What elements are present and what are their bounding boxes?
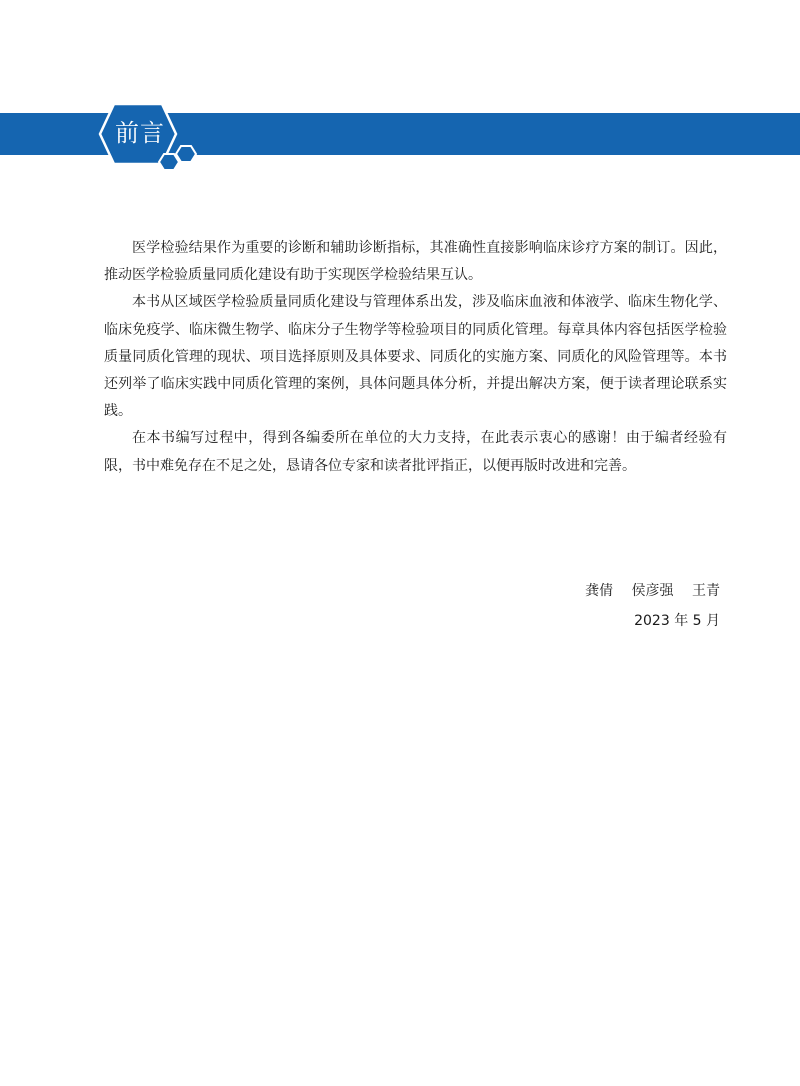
author-name: 龚倩 [585,583,614,599]
page-title: 前言 [115,119,165,147]
preface-body [104,235,727,480]
signature-block [571,576,720,636]
author-list [571,576,720,606]
author-name: 侯彦强 [631,583,674,599]
signature-date: 2023 年 5 月 [634,613,720,629]
paragraph: 本书从区域医学检验质量同质化建设与管理体系出发，涉及临床血液和体液学、临床生物化学、临床免疫学、临床微生物学、临床分子生物学等检验项目的同质化管理。每章具体内容包括医学检验质量同质化管理的现状、项目选择原则及具体要求、同质化的实施方案、同质化的风险管理等。本书还列举了临床实践中同质化管理的案例，具体问题具体分析，并提出解决方案，便于读者理论联系实践。 [104,294,727,420]
paragraph: 医学检验结果作为重要的诊断和辅助诊断指标，其准确性直接影响临床诊疗方案的制订。因此，推动医学检验质量同质化建设有助于实现医学检验结果互认。 [104,240,727,284]
paragraph: 在本书编写过程中，得到各编委所在单位的大力支持，在此表示衷心的感谢！由于编者经验有限，书中难免存在不足之处，恳请各位专家和读者批评指正，以便再版时改进和完善。 [104,430,727,474]
author-name: 王青 [692,583,720,599]
